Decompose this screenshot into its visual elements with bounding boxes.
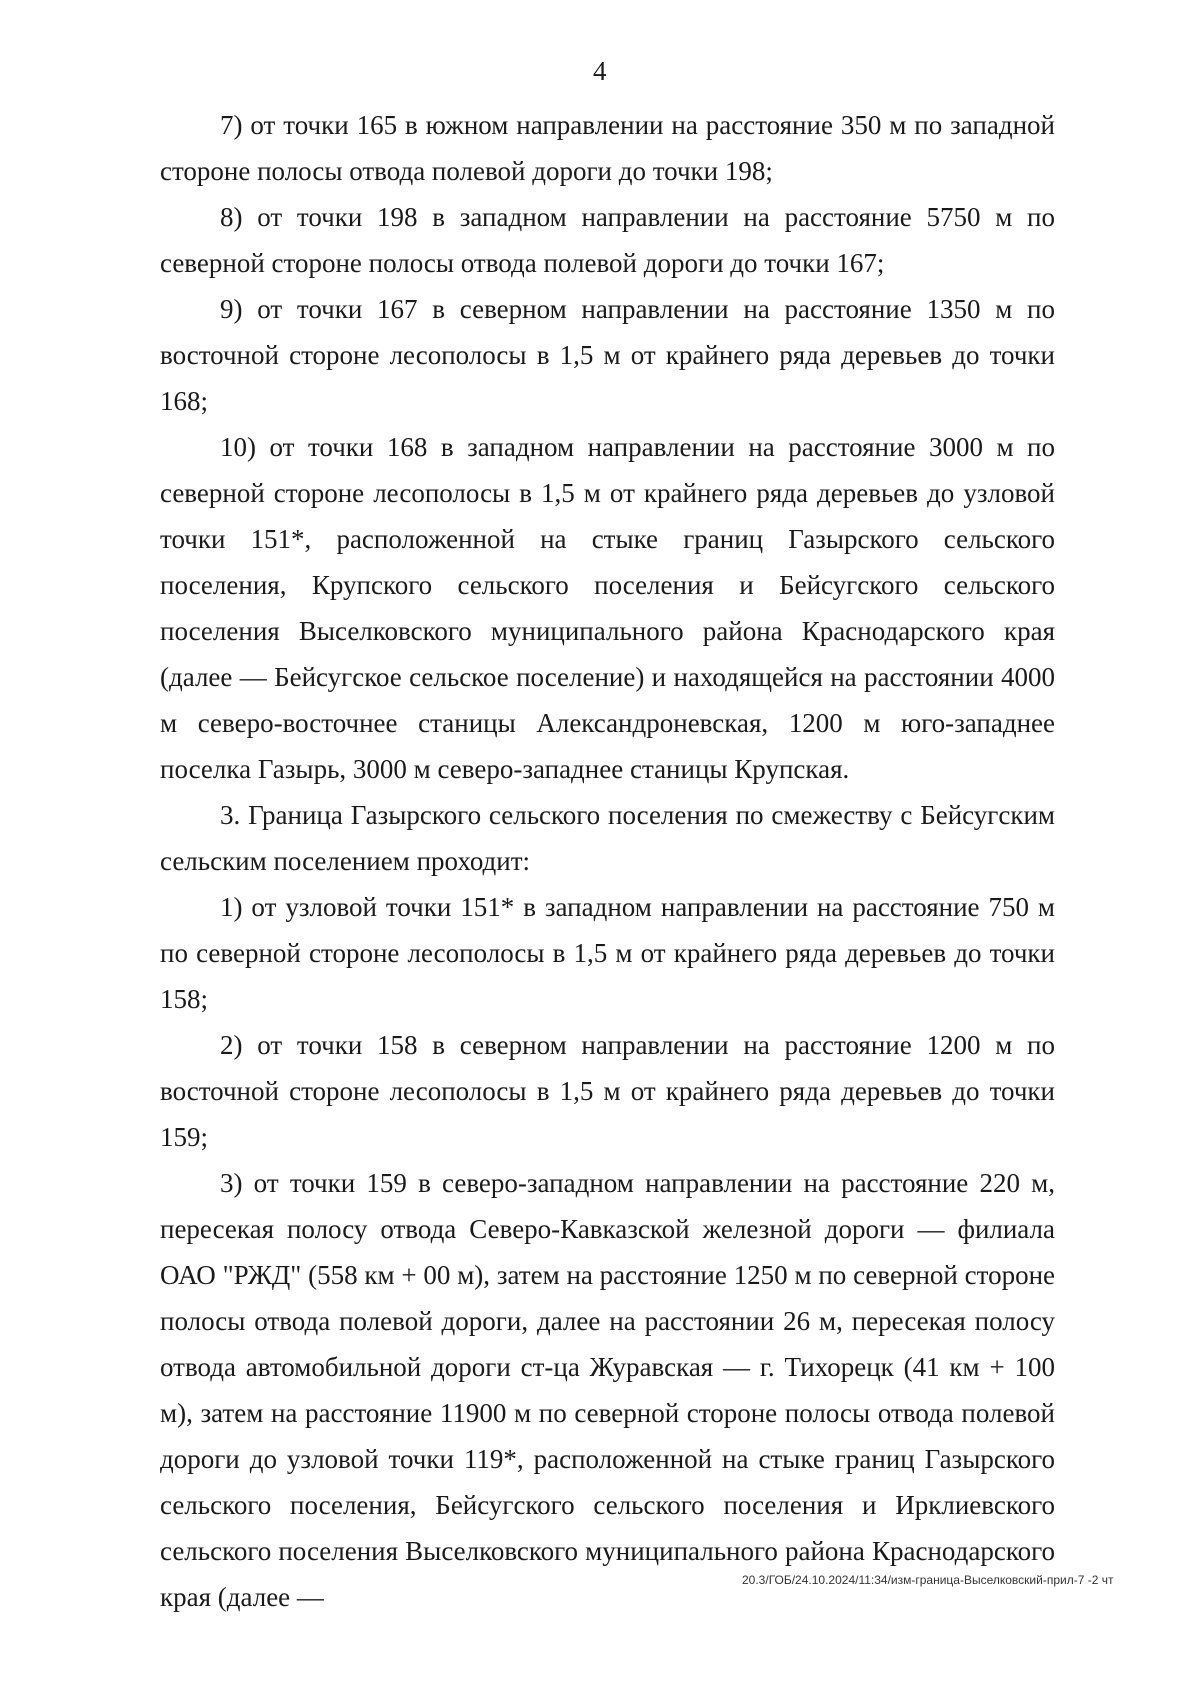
- paragraph-item-8: 8) от точки 198 в западном направлении на расстояние 5750 м по северной стороне полосы отвода полевой дороги до точки 167;: [160, 202, 1055, 278]
- section-3-item-2: 2) от точки 158 в северном направлении на расстояние 1200 м по восточной стороне лесополосы в 1,5 м от крайнего ряда деревьев до точки 159;: [160, 1030, 1055, 1152]
- paragraph-item-7: 7) от точки 165 в южном направлении на расстояние 350 м по западной стороне полосы отвода полевой дороги до точки 198;: [160, 110, 1055, 186]
- section-3-heading: 3. Граница Газырского сельского поселения по смежеству с Бейсугским сельским поселением проходит:: [160, 800, 1055, 876]
- section-3-item-3: 3) от точки 159 в северо-западном направлении на расстояние 220 м, пересекая полосу отвода Северо-Кавказской железной дороги — филиала ОАО "РЖД" (558 км + 00 м), затем на расстояние 1250 м по северной стороне полосы отвода полевой дороги, далее на расстоянии 26 м, пересекая полосу отвода автомобильной дороги ст-ца Журавская — г. Тихорецк (41 км + 100 м), затем на расстояние 11900 м по северной стороне полосы отвода полевой дороги до узловой точки 119*, расположенной на стыке границ Газырского сельского поселения, Бейсугского сельского поселения и Ирклиевского сельского поселения Выселковского муниципального района Краснодарского края (далее —: [160, 1168, 1055, 1612]
- footer-document-code: 20.3/ГОБ/24.10.2024/11:34/изм-граница-Выселковский-прил-7 -2 чт: [742, 1573, 1114, 1587]
- paragraph-item-10: 10) от точки 168 в западном направлении на расстояние 3000 м по северной стороне лесополосы в 1,5 м от крайнего ряда деревьев до узловой точки 151*, расположенной на стыке границ Газырского сельского поселения, Крупского сельского поселения и Бейсугского сельского поселения Выселковского муниципального района Краснодарского края (далее — Бейсугское сельское поселение) и находящейся на расстоянии 4000 м северо-восточнее станицы Александроневская, 1200 м юго-западнее поселка Газырь, 3000 м северо-западнее станицы Крупская.: [160, 432, 1055, 784]
- document-body: [160, 102, 1055, 1620]
- paragraph-item-9: 9) от точки 167 в северном направлении на расстояние 1350 м по восточной стороне лесополосы в 1,5 м от крайнего ряда деревьев до точки 168;: [160, 294, 1055, 416]
- page-number: 4: [593, 56, 607, 86]
- section-3-item-1: 1) от узловой точки 151* в западном направлении на расстояние 750 м по северной стороне лесополосы в 1,5 м от крайнего ряда деревьев до точки 158;: [160, 892, 1055, 1014]
